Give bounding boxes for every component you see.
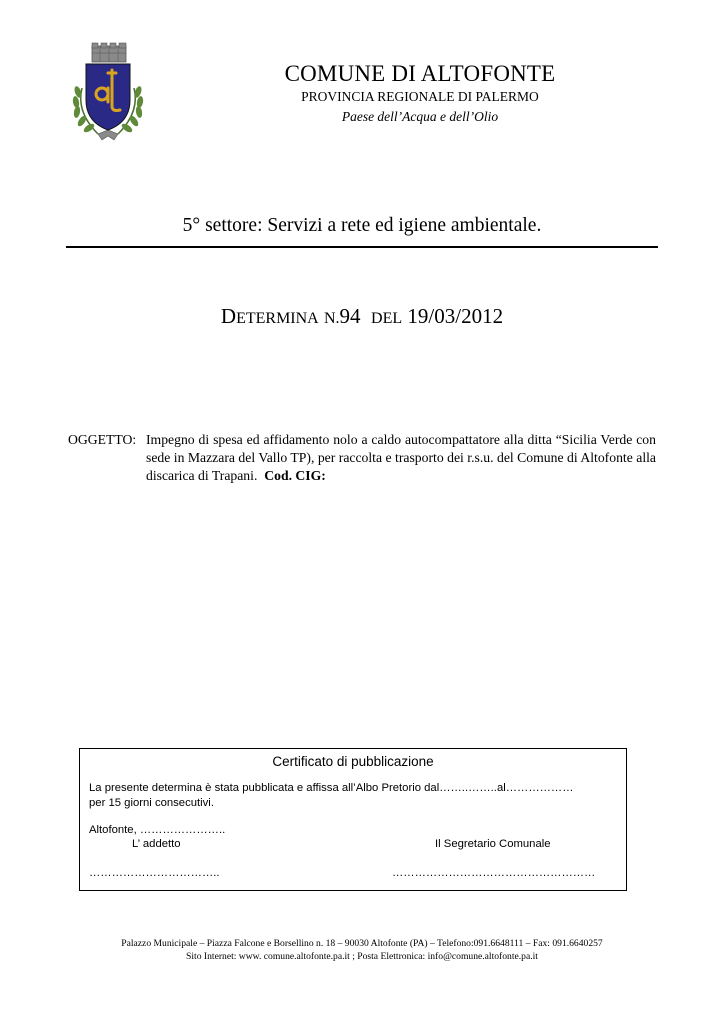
- addetto-signature-line: ……………………………..: [89, 867, 220, 879]
- determina-date: 19/03/2012: [407, 304, 504, 328]
- determina-word: ETERMINA: [236, 310, 319, 327]
- certificate-title: Certificato di pubblicazione: [272, 754, 434, 769]
- crown-icon: [92, 43, 126, 62]
- footer-contacts: Sito Internet: www. comune.altofonte.pa.it ; Posta Elettronica: info@comune.altofonte.pa.it: [186, 950, 538, 962]
- determina-heading: [66, 303, 658, 332]
- municipality-title: COMUNE DI ALTOFONTE: [284, 61, 556, 86]
- certificate-line-2: per 15 giorni consecutivi.: [89, 796, 214, 809]
- municipality-motto: Paese dell’Acqua e dell’Olio: [341, 109, 499, 124]
- footer-address: Palazzo Municipale – Piazza Falcone e Borsellino n. 18 – 90030 Altofonte (PA) – Telefono:091.6648111 – Fax: 091.6640257: [121, 938, 603, 949]
- determina-del: DEL: [371, 310, 403, 327]
- subject-text: [146, 431, 656, 485]
- subject-cig: Cod. CIG:: [264, 468, 326, 483]
- addetto-label: L’ addetto: [132, 838, 181, 850]
- sector-heading: 5° settore: Servizi a rete ed igiene ambientale.: [182, 215, 542, 236]
- determina-number: 94: [339, 304, 361, 328]
- subject-label: OGGETTO:: [68, 432, 137, 447]
- header-divider: [66, 246, 658, 248]
- certificate-statement: [89, 781, 619, 810]
- certificate-location: Altofonte, …………………..: [89, 824, 226, 836]
- page-footer: [40, 938, 684, 963]
- subject-body: Impegno di spesa ed affidamento nolo a caldo autocompattatore alla ditta “Sicilia Verde con sede in Mazzara del Vallo TP), per raccolta e trasporto dei r.s.u. del Comune di Altofonte alla discarica di Trapani.: [146, 432, 656, 483]
- segretario-signature-line: ………………………………………………: [392, 867, 596, 879]
- determina-number-prefix: N.: [323, 310, 340, 327]
- determina-initial: D: [220, 304, 237, 328]
- certificate-line-1: La presente determina è stata pubblicata e affissa all’Albo Pretorio dal……..……..al………………: [89, 782, 574, 794]
- publication-certificate: [79, 748, 627, 891]
- letterhead: [250, 60, 590, 126]
- province-subtitle: PROVINCIA REGIONALE DI PALERMO: [301, 89, 539, 104]
- ribbon-icon: [98, 130, 118, 140]
- municipal-crest-logo: [68, 42, 148, 144]
- segretario-label: Il Segretario Comunale: [435, 838, 551, 850]
